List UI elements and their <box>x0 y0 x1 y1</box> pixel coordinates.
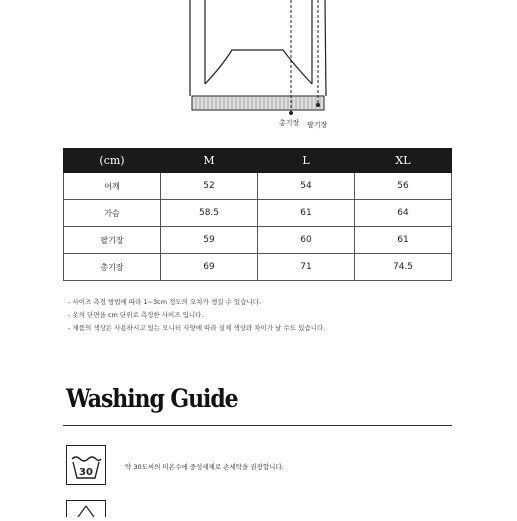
table-row <box>64 173 452 200</box>
size-header-xl: XL <box>355 149 452 173</box>
size-table <box>63 148 452 281</box>
title-divider <box>63 425 452 426</box>
size-notes <box>68 296 325 335</box>
cell-value: 71 <box>258 254 355 281</box>
row-label: 팔기장 <box>64 227 161 254</box>
row-label: 어깨 <box>64 173 161 200</box>
washing-guide-title: Washing Guide <box>66 384 238 413</box>
cell-value: 54 <box>258 173 355 200</box>
hand-wash-30-icon <box>66 445 106 485</box>
cell-value: 61 <box>258 200 355 227</box>
cell-value: 61 <box>355 227 452 254</box>
wash-instruction: 약 30도씨의 미온수에 중성세제로 손세탁을 권장합니다. <box>125 463 284 471</box>
note-item: - 제품의 색상은 사용하시고 있는 모니터 사양에 따라 실제 색상과 차이가 날 수도 있습니다. <box>68 324 326 332</box>
bleach-icon <box>66 500 106 517</box>
cell-value: 69 <box>161 254 258 281</box>
cell-value: 60 <box>258 227 355 254</box>
cell-value: 56 <box>355 173 452 200</box>
hoodie-illustration <box>0 0 517 140</box>
table-row <box>64 227 452 254</box>
row-label: 가슴 <box>64 200 161 227</box>
size-header-l: L <box>258 149 355 173</box>
table-row <box>64 254 452 281</box>
sleeve-length-label: 팔기장 <box>307 121 328 129</box>
cell-value: 58.5 <box>161 200 258 227</box>
cell-value: 59 <box>161 227 258 254</box>
wash-temperature: 30 <box>79 467 93 478</box>
cell-value: 64 <box>355 200 452 227</box>
hoodie-pocket <box>205 50 312 84</box>
size-table-header <box>64 149 452 173</box>
unit-header: (cm) <box>64 149 161 173</box>
total-length-label: 총기장 <box>279 119 300 127</box>
sleeve-length-marker <box>316 103 320 107</box>
note-item: - 사이즈 측정 방법에 따라 1~3cm 정도의 오차가 생길 수 있습니다. <box>68 298 262 306</box>
row-label: 총기장 <box>64 254 161 281</box>
table-row <box>64 200 452 227</box>
total-length-marker <box>289 111 293 115</box>
cell-value: 74.5 <box>355 254 452 281</box>
note-item: - 옷의 단면을 cm 단위로 측정한 사이즈 입니다. <box>68 311 204 319</box>
cell-value: 52 <box>161 173 258 200</box>
size-header-m: M <box>161 149 258 173</box>
hoodie-right-side <box>325 0 326 96</box>
